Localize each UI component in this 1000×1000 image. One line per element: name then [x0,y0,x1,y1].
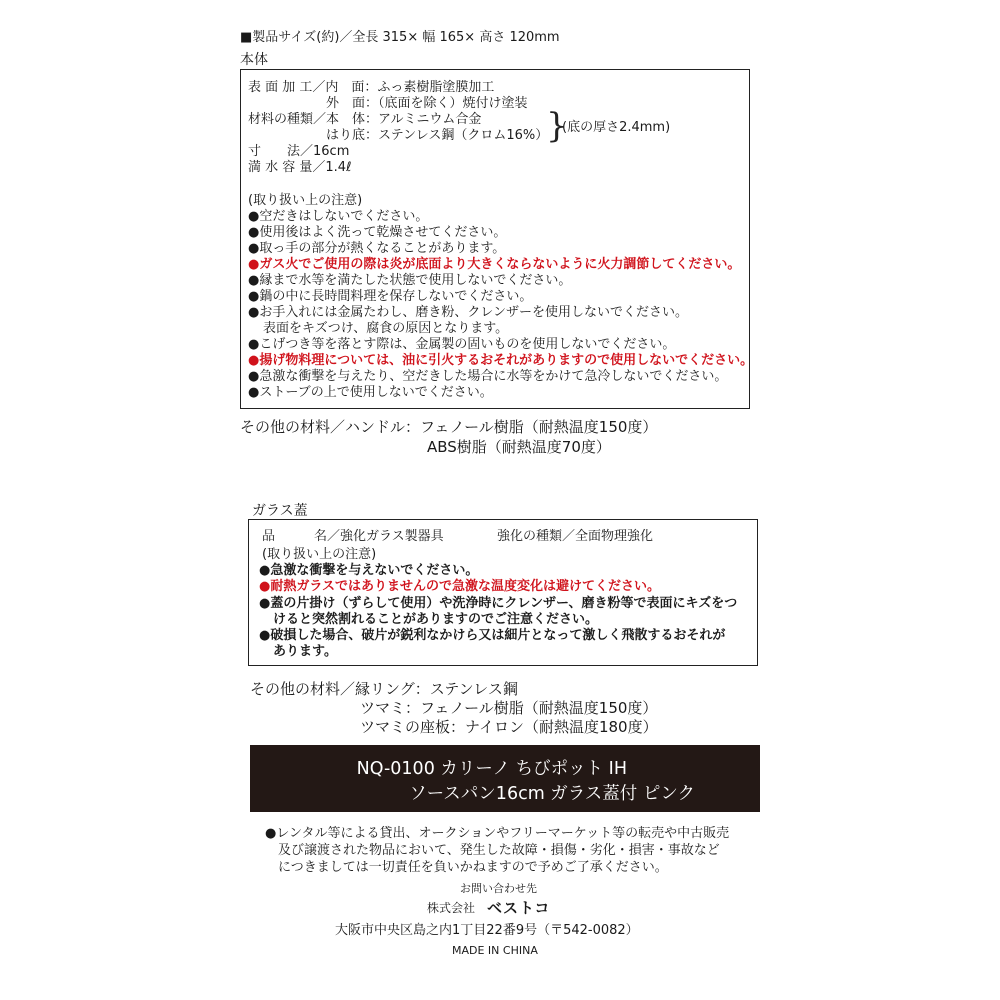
caution-title: (取り扱い上の注意) [248,193,363,208]
other-materials-knob: ツマミ：フェノール樹脂（耐熱温度150度） [360,699,658,717]
lid-caution-item: ●急激な衝撃を与えないでください。 [259,563,479,578]
thickness-note: (底の厚さ2.4mm) [562,120,671,135]
lid-spec-box [248,519,758,666]
made-in-label: MADE IN CHINA [452,944,538,957]
lid-caution-item-continuation: けると突然割れることがありますのでご注意ください。 [273,612,599,627]
banner-product-line2: ソースパン16cm ガラス蓋付 ピンク [409,784,695,804]
caution-item: ●お手入れには金属たわし、磨き粉、クレンザーを使用しないでください。 [248,305,689,320]
caution-item-warning: ●ガス火でご使用の際は炎が底面より大きくならないように火力調節してください。 [248,257,741,272]
body-spec-box [240,69,754,409]
capacity-line: 満 水 容 量／1.4ℓ [248,160,352,175]
caution-item: ●ストーブの上で使用しないでください。 [248,385,493,400]
company-address: 大阪市中央区島之内1丁目22番9号（〒542-0082） [335,923,639,938]
surface-outer-line: 外 面：（底面を除く）焼付け塗装 [326,96,528,111]
company-prefix: 株式会社 [427,901,476,915]
contact-label: お問い合わせ先 [460,882,537,895]
disclaimer-line: につきましては一切責任を負いかねますので予めご了承ください。 [278,860,668,875]
other-materials-rim: その他の材料／縁リング：ステンレス鋼 [250,680,518,698]
size-line: ■製品サイズ(約)／全長 315× 幅 165× 高さ 120mm [240,30,560,45]
other-materials-handle: その他の材料／ハンドル：フェノール樹脂（耐熱温度150度） [240,418,658,436]
other-materials-abs: ABS樹脂（耐熱温度70度） [427,438,611,456]
lid-caution-item: ●破損した場合、破片が鋭利なかけら又は細片となって激しく飛散するおそれが [259,628,726,643]
caution-item: ●こげつき等を落とす際は、金属製の固いものを使用しないでください。 [248,337,676,352]
lid-caution-item-continuation: あります。 [273,644,337,659]
caution-item: ●鍋の中に長時間料理を保存しないでください。 [248,289,533,304]
brace-icon: } [546,106,568,146]
caution-item: ●取っ手の部分が熱くなることがあります。 [248,241,506,256]
caution-item: ●使用後はよく洗って乾燥させてください。 [248,225,507,240]
dimension-line: 寸 法／16cm [248,144,350,159]
banner-product-line1: NQ-0100 カリーノ ちびポット IH [356,759,627,779]
caution-item: ●急激な衝撃を与えたり、空だきした場合に水等をかけて急冷しないでください。 [248,369,728,384]
lid-caution-item: ●蓋の片掛け（ずらして使用）や洗浄時にクレンザー、磨き粉等で表面にキズをつ [259,596,738,611]
caution-item-continuation: 表面をキズつけ、腐食の原因となります。 [263,321,509,336]
lid-section-title: ガラス蓋 [252,503,308,519]
lid-caution-item-warning: ●耐熱ガラスではありませんので急激な温度変化は避けてください。 [259,579,660,594]
disclaimer-line: 及び譲渡された物品において、発生した故障・損傷・劣化・損害・事故など [278,843,720,858]
caution-item: ●縁まで水等を満たした状態で使用しないでください。 [248,273,572,288]
surface-inner-line: 表 面 加 工／内 面：ふっ素樹脂塗膜加工 [248,80,495,95]
material-body-line: 材料の種類／本 体：アルミニウム合金 [248,112,482,127]
product-banner [250,745,760,812]
lid-strength-type: 強化の種類／全面物理強化 [497,529,654,544]
disclaimer-line: ●レンタル等による貸出、オークションやフリーマーケット等の転売や中古販売 [265,826,730,841]
lid-product-name: 品 名／強化ガラス製器具 [262,529,444,544]
lid-caution-title: (取り扱い上の注意) [262,547,377,562]
body-section-title: 本体 [240,52,268,68]
company-logo: ベストコ [487,899,551,917]
caution-item: ●空だきはしないでください。 [248,209,429,224]
other-materials-knob-base: ツマミの座板：ナイロン（耐熱温度180度） [360,718,658,736]
material-bottom-line: はり底：ステンレス鋼（クロム16%） [326,128,549,143]
caution-item-warning: ●揚げ物料理については、油に引火するおそれがありますので使用しないでください。 [248,353,754,368]
